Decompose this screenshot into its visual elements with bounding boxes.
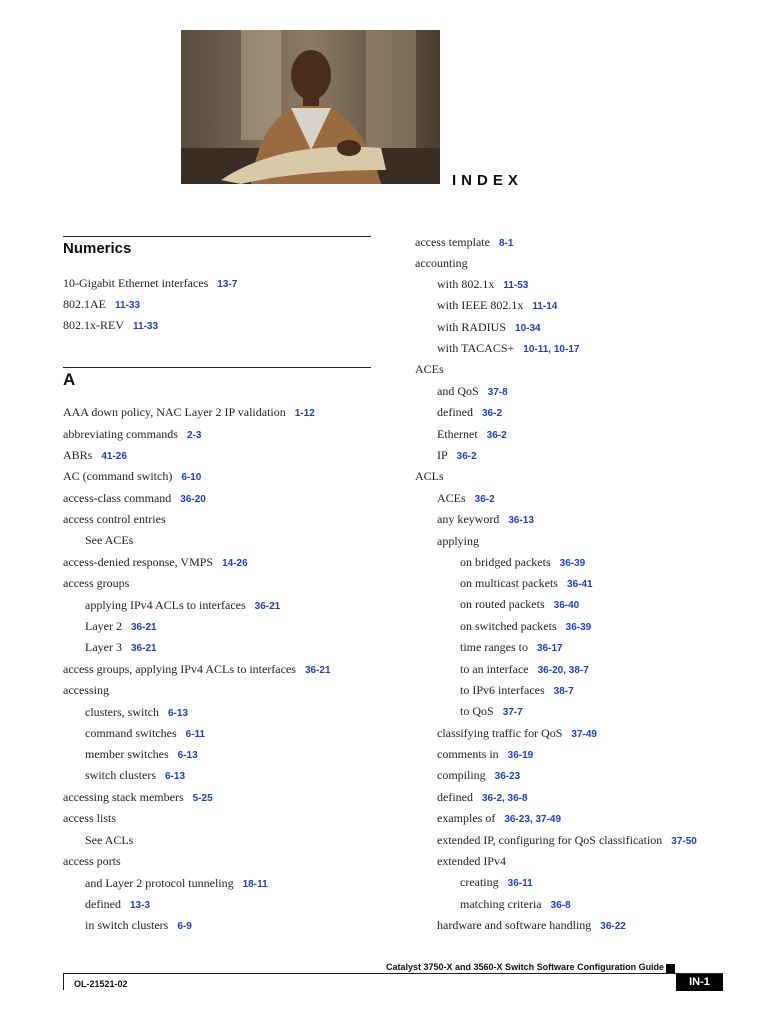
page-reference-link[interactable]: 36-21 (130, 622, 157, 633)
entry-term: to an interface (460, 662, 529, 676)
page-reference-link[interactable]: 36-13 (508, 515, 534, 526)
entry-term: AC (command switch) (63, 469, 173, 483)
entry-term: access ports (63, 854, 121, 868)
index-right-entry (437, 811, 561, 827)
index-right-entry (437, 854, 506, 868)
page-reference-link[interactable]: 36-11 (507, 878, 533, 889)
page-reference-link[interactable]: 36-20, 38-7 (537, 665, 589, 676)
page-reference-link[interactable]: 36-21 (304, 665, 331, 676)
page-number: IN-1 (676, 974, 723, 991)
person-photo-illustration (181, 30, 440, 184)
page-reference-link[interactable]: 36-19 (507, 750, 534, 761)
entry-term: AAA down policy, NAC Layer 2 IP validation (63, 405, 286, 419)
page-reference-link[interactable]: 2-3 (186, 430, 202, 441)
page-reference-link[interactable]: 11-14 (532, 301, 558, 312)
index-left-entry (63, 448, 127, 464)
entry-term: accessing stack members (63, 790, 184, 804)
index-right-entry (437, 726, 597, 742)
page-reference-link[interactable]: 6-11 (185, 729, 206, 740)
page-reference-link[interactable]: 36-23 (494, 771, 521, 782)
section-heading-a: A (63, 370, 76, 389)
page-reference-link[interactable]: 18-11 (242, 879, 268, 890)
index-right-entry (437, 790, 528, 806)
page-reference-link[interactable]: 36-39 (565, 622, 592, 633)
index-left-entry (63, 790, 213, 806)
entry-term: access-class command (63, 491, 172, 505)
section-rule-numerics (63, 236, 371, 237)
index-right-entry (437, 405, 502, 421)
index-right-entry (415, 362, 444, 376)
page-reference-link[interactable]: 38-7 (553, 686, 574, 697)
entry-term: applying IPv4 ACLs to interfaces (85, 598, 246, 612)
entry-term: ACEs (437, 491, 466, 505)
index-right-entry (437, 747, 533, 763)
entry-term: access control entries (63, 512, 166, 526)
entry-term: time ranges to (460, 640, 528, 654)
page-reference-link[interactable]: 6-9 (177, 921, 192, 932)
page-reference-link[interactable]: 6-10 (181, 472, 202, 483)
index-right-entry (437, 768, 520, 784)
page-reference-link[interactable]: 37-49 (571, 729, 597, 740)
index-right-entry (460, 576, 593, 592)
index-right-entry (460, 704, 523, 720)
index-left-entry (63, 491, 206, 507)
entry-term: clusters, switch (85, 705, 159, 719)
index-left-entry (63, 318, 158, 334)
page-reference-link[interactable]: 37-8 (487, 387, 508, 398)
page-reference-link[interactable]: 41-26 (101, 451, 127, 462)
page-reference-link[interactable]: 10-11, 10-17 (523, 344, 580, 355)
entry-term: any keyword (437, 512, 500, 526)
entry-term: access groups, applying IPv4 ACLs to interfaces (63, 662, 296, 676)
entry-term: examples of (437, 811, 496, 825)
entry-term: on multicast packets (460, 576, 558, 590)
entry-term: command switches (85, 726, 177, 740)
entry-term: to IPv6 interfaces (460, 683, 545, 697)
entry-term: access-denied response, VMPS (63, 555, 214, 569)
index-left-entry (63, 512, 166, 526)
index-left-entry (63, 555, 248, 571)
page-reference-link[interactable]: 36-2 (481, 408, 502, 419)
index-left-entry (63, 405, 315, 421)
entry-term: defined (85, 897, 121, 911)
index-left-entry (85, 640, 157, 656)
page-reference-link[interactable]: 8-1 (498, 238, 514, 249)
index-left-entry (85, 598, 280, 614)
index-left-entry (85, 533, 133, 547)
footer-tick (63, 973, 64, 990)
index-right-entry (437, 491, 495, 507)
index-left-entry (85, 705, 188, 721)
entry-term: 802.1AE (63, 297, 106, 311)
page-reference-link[interactable]: 13-7 (217, 279, 238, 290)
header-photo (181, 30, 440, 184)
page-reference-link[interactable]: 36-8 (550, 900, 571, 911)
entry-term: defined (437, 790, 473, 804)
index-right-entry (460, 619, 591, 635)
entry-term: and Layer 2 protocol tunneling (85, 876, 234, 890)
page-reference-link[interactable]: 11-53 (503, 280, 529, 291)
entry-term: ABRs (63, 448, 93, 462)
entry-term: hardware and software handling (437, 918, 592, 932)
page-reference-link[interactable]: 10-34 (515, 323, 541, 334)
index-right-entry (437, 833, 697, 849)
entry-term: 802.1x-REV (63, 318, 124, 332)
index-left-entry (63, 576, 129, 590)
entry-term: Layer 3 (85, 640, 122, 654)
entry-term: with RADIUS (437, 320, 507, 334)
page-reference-link[interactable]: 14-26 (222, 558, 248, 569)
page-reference-link[interactable]: 36-2 (486, 430, 507, 441)
footer-rule (63, 973, 723, 974)
index-right-entry (437, 427, 507, 443)
index-left-entry (63, 427, 201, 443)
entry-term: 10-Gigabit Ethernet interfaces (63, 276, 209, 290)
footer-marker (666, 964, 675, 973)
index-right-entry (437, 277, 528, 293)
index-right-entry (437, 384, 508, 400)
entry-term: See ACLs (85, 833, 134, 847)
index-right-entry (415, 469, 444, 483)
entry-term: abbreviating commands (63, 427, 178, 441)
page-reference-link[interactable]: 36-2, 36-8 (481, 793, 528, 804)
page-reference-link[interactable]: 5-25 (192, 793, 213, 804)
entry-term: with IEEE 802.1x (437, 298, 524, 312)
page-reference-link[interactable]: 36-21 (130, 643, 157, 654)
index-right-entry (460, 555, 585, 571)
entry-term: with 802.1x (437, 277, 495, 291)
page-reference-link[interactable]: 36-2 (474, 494, 495, 505)
index-right-entry (460, 875, 533, 891)
index-left-entry (63, 297, 140, 313)
index-left-entry (85, 619, 157, 635)
page-reference-link[interactable]: 36-22 (600, 921, 626, 932)
entry-term: extended IP, configuring for QoS classification (437, 833, 663, 847)
page-reference-link[interactable]: 36-23, 37-49 (504, 814, 562, 825)
page-reference-link[interactable]: 36-20 (180, 494, 206, 505)
entry-term: access template (415, 235, 490, 249)
index-left-entry (63, 662, 331, 678)
page-reference-link[interactable]: 36-17 (536, 643, 563, 654)
page-title: INDEX (452, 172, 523, 189)
guide-title: Catalyst 3750-X and 3560-X Switch Software Configuration Guide (386, 962, 665, 972)
entry-term: with TACACS+ (437, 341, 515, 355)
page-reference-link[interactable]: 6-13 (177, 750, 198, 761)
entry-term: on bridged packets (460, 555, 551, 569)
section-heading-numerics: Numerics (63, 240, 132, 257)
index-left-entry (85, 726, 205, 742)
entry-term: extended IPv4 (437, 854, 506, 868)
page-reference-link[interactable]: 36-39 (559, 558, 586, 569)
entry-term: compiling (437, 768, 486, 782)
index-right-entry (437, 341, 579, 357)
index-left-entry (63, 469, 201, 485)
document-id: OL-21521-02 (74, 979, 128, 989)
entry-term: classifying traffic for QoS (437, 726, 563, 740)
index-right-entry (460, 640, 563, 656)
entry-term: and QoS (437, 384, 479, 398)
index-left-entry (85, 747, 198, 763)
index-left-entry (85, 918, 192, 934)
entry-term: on switched packets (460, 619, 557, 633)
page-reference-link[interactable]: 1-12 (294, 408, 315, 419)
index-left-entry (63, 854, 121, 868)
entry-term: access groups (63, 576, 130, 590)
page-reference-link[interactable]: 36-21 (254, 601, 281, 612)
page-reference-link[interactable]: 37-7 (502, 707, 523, 718)
index-right-entry (460, 683, 574, 699)
index-right-entry (460, 597, 579, 613)
page-reference-link[interactable]: 11-33 (115, 300, 141, 311)
index-right-entry (437, 320, 541, 336)
entry-term: comments in (437, 747, 499, 761)
index-right-entry (460, 662, 589, 678)
entry-term: to QoS (460, 704, 494, 718)
entry-term: See ACEs (85, 533, 134, 547)
entry-term: in switch clusters (85, 918, 169, 932)
page-reference-link[interactable]: 37-50 (671, 836, 697, 847)
page-reference-link[interactable]: 6-13 (165, 771, 186, 782)
index-left-entry (85, 876, 268, 892)
entry-term: matching criteria (460, 897, 542, 911)
entry-term: member switches (85, 747, 169, 761)
entry-term: access lists (63, 811, 116, 825)
index-left-entry (85, 768, 185, 784)
index-left-entry (85, 897, 150, 913)
entry-term: switch clusters (85, 768, 156, 782)
index-right-entry (437, 448, 477, 464)
entry-term: Layer 2 (85, 619, 122, 633)
entry-term: IP (437, 448, 448, 462)
entry-term: on routed packets (460, 597, 545, 611)
index-left-entry (85, 833, 133, 847)
index-right-entry (460, 897, 571, 913)
page-reference-link[interactable]: 36-2 (456, 451, 477, 462)
entry-term: creating (460, 875, 499, 889)
entry-term: ACEs (415, 362, 444, 376)
entry-term: defined (437, 405, 473, 419)
section-rule-a (63, 367, 371, 368)
entry-term: applying (437, 534, 479, 548)
page-reference-link[interactable]: 6-13 (168, 708, 189, 719)
index-right-entry (437, 918, 626, 934)
index-right-entry (415, 235, 513, 251)
entry-term: ACLs (415, 469, 444, 483)
page-reference-link[interactable]: 11-33 (133, 321, 159, 332)
index-right-entry (437, 298, 557, 314)
page-reference-link[interactable]: 13-3 (129, 900, 150, 911)
page-reference-link[interactable]: 36-40 (553, 600, 580, 611)
index-right-entry (415, 256, 468, 270)
index-left-entry (63, 276, 237, 292)
index-right-entry (437, 512, 534, 528)
entry-term: accounting (415, 256, 468, 270)
index-left-entry (63, 683, 109, 697)
index-left-entry (63, 811, 116, 825)
entry-term: Ethernet (437, 427, 478, 441)
entry-term: accessing (63, 683, 109, 697)
page-reference-link[interactable]: 36-41 (566, 579, 593, 590)
index-right-entry (437, 534, 479, 548)
